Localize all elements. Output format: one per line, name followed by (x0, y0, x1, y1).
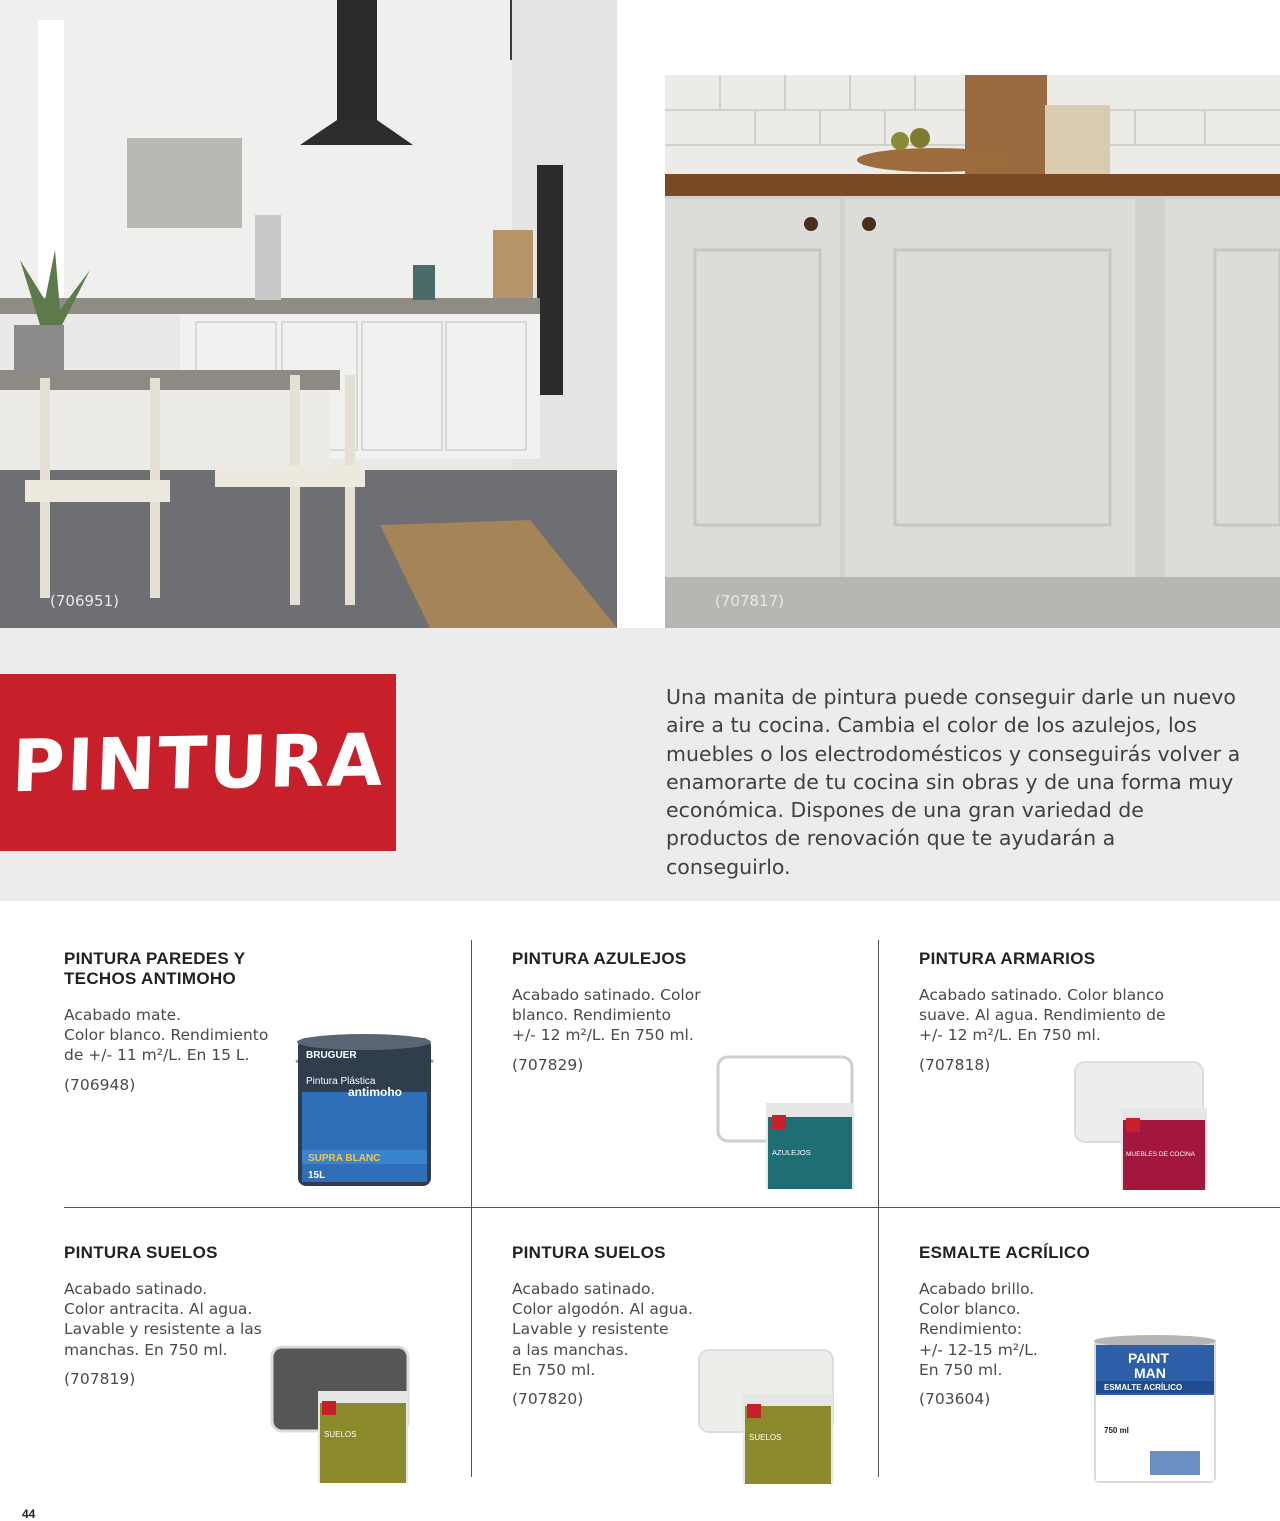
photo-code: (706951) (50, 592, 119, 610)
tin-band: ESMALTE ACRÍLICO (1104, 1383, 1183, 1392)
bucket-line1: Pintura Plástica (306, 1076, 376, 1087)
column-divider (878, 940, 879, 1477)
can-label: SUELOS (324, 1430, 357, 1439)
product-description: Acabado brillo. Color blanco. Rendimiento: +/- 12-15 m²/L. En 750 ml. (919, 1280, 1038, 1379)
section-title-block (0, 674, 396, 851)
paint-tin-image (1090, 1333, 1220, 1488)
paint-bucket-image (292, 1032, 437, 1190)
tin-brand-line1: PAINT (1128, 1350, 1169, 1366)
product-card (919, 949, 1269, 1074)
paint-can-image (1073, 1060, 1208, 1192)
column-divider (471, 940, 472, 1477)
bucket-line2: antimoho (348, 1085, 402, 1099)
tin-brand-line2: MAN (1134, 1365, 1166, 1381)
row-divider (64, 1207, 1280, 1208)
paint-can-image (716, 1055, 856, 1193)
product-code: (703604) (919, 1390, 991, 1409)
product-name: PINTURA PAREDES Y TECHOS ANTIMOHO (64, 949, 246, 988)
product-description: Acabado mate. Color blanco. Rendimiento de +/- 11 m²/L. En 15 L. (64, 1006, 269, 1065)
bucket-size: 15L (308, 1170, 326, 1181)
paint-can-image (697, 1348, 837, 1485)
product-code: (706948) (64, 1075, 136, 1094)
can-label: SUELOS (749, 1433, 782, 1442)
intro-text: Una manita de pintura puede conseguir darle un nuevo aire a tu cocina. Cambia el color de los azulejos, los muebles o los electrodomésticos y conseguirás volver a enamorarte de tu cocina sin obras y de una forma muy económica. Dispones de una gran variedad de productos de renovación que te ayudarán a conseguirlo. (666, 685, 1241, 879)
can-label: AZULEJOS (772, 1148, 811, 1157)
tin-size: 750 ml (1104, 1426, 1129, 1435)
product-code: (707829) (512, 1055, 584, 1074)
product-name: ESMALTE ACRÍLICO (919, 1243, 1091, 1262)
product-code: (707818) (919, 1055, 991, 1074)
bucket-band: SUPRA BLANC (308, 1153, 381, 1164)
paint-can-image (270, 1345, 415, 1485)
product-description: Acabado satinado. Color blanco suave. Al agua. Rendimiento de +/- 12 m²/L. En 750 ml. (919, 986, 1166, 1045)
kitchen-photo (0, 0, 617, 628)
product-description: Acabado satinado. Color algodón. Al agua. Lavable y resistente a las manchas. En 750 ml. (512, 1280, 693, 1379)
section-title: PINTURA (10, 717, 386, 808)
product-description: Acabado satinado. Color antracita. Al agua. Lavable y resistente a las manchas. En 750 ml. (64, 1280, 262, 1359)
page-number: 44 (22, 1507, 36, 1521)
product-code: (707819) (64, 1369, 136, 1388)
product-code: (707820) (512, 1390, 584, 1409)
photo-code: (707817) (715, 592, 784, 610)
product-name: PINTURA SUELOS (64, 1243, 218, 1262)
product-name: PINTURA SUELOS (512, 1243, 666, 1262)
can-label: MUEBLES DE COCINA (1126, 1151, 1195, 1158)
product-name: PINTURA ARMARIOS (919, 949, 1096, 968)
product-name: PINTURA AZULEJOS (512, 949, 687, 968)
bucket-brand: BRUGUER (306, 1050, 357, 1061)
product-description: Acabado satinado. Color blanco. Rendimiento +/- 12 m²/L. En 750 ml. (512, 986, 701, 1045)
cabinets-photo (665, 75, 1280, 628)
